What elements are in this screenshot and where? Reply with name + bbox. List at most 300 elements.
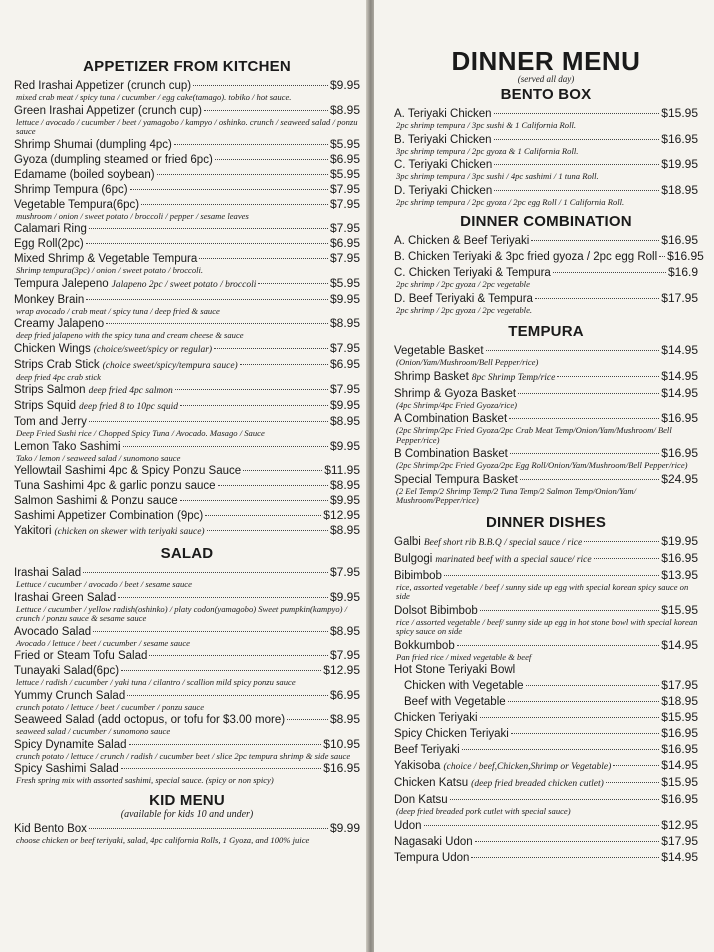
dot-leader [424, 825, 660, 826]
menu-item-price: $6.95 [329, 151, 360, 166]
menu-item-description: mixed crab meat / spicy tuna / cucumber / egg cake(tamago). tobiko / hot sauce. [16, 92, 292, 102]
menu-item-price: $14.95 [661, 385, 698, 400]
menu-item-name: A Combination Basket [394, 413, 508, 425]
menu-item-name: Fried or Steam Tofu Salad [14, 650, 148, 662]
menu-item-price: $14.95 [661, 849, 698, 864]
menu-item-name: Bibimbob [394, 569, 442, 582]
menu-item-description: 3pc shrimp tempura / 3pc sushi / 4pc sashimi / 1 tuna Roll. [396, 171, 599, 181]
menu-item [394, 158, 698, 182]
menu-item [394, 266, 698, 290]
menu-item-description: (deep fried breaded pork cutlet with special sauce) [396, 806, 571, 816]
bento-section-title: BENTO BOX [500, 86, 592, 103]
menu-item [394, 184, 698, 208]
menu-item [14, 342, 360, 357]
menu-item-row [14, 440, 360, 454]
dot-leader [89, 421, 328, 422]
menu-item-description: crunch potato / lettuce / crunch / radish / cucumber beet / slice 2pc tempura shrimp & side sauce [16, 750, 351, 761]
menu-item-price: $16.95 [323, 761, 360, 775]
menu-item [14, 415, 360, 439]
menu-item [14, 138, 360, 152]
menu-item-inline-description: (choice sweet/spicy/tempura sauce) [102, 360, 238, 371]
menu-item-name: Yummy Crunch Salad [14, 689, 126, 702]
menu-item [394, 234, 698, 248]
menu-item-row [394, 158, 698, 172]
menu-item-row [14, 591, 360, 605]
menu-item-description: crunch potato / lettuce / beet / cucumber / ponzu sauce [16, 701, 205, 712]
tempura-list [394, 344, 698, 506]
dot-leader [127, 695, 328, 696]
menu-item [394, 569, 698, 602]
menu-item-description: (2 Eel Temp/2 Shrimp Temp/2 Tuna Temp/2 Salmon Temp/Onion/Yam/ Mushroom/Pepper/rice) [396, 485, 637, 505]
menu-item-price: $7.95 [329, 382, 360, 396]
menu-item-price: $11.95 [324, 463, 360, 477]
appetizer-list [14, 79, 360, 539]
menu-item-price: $7.95 [329, 648, 360, 662]
menu-item-name: Vegetable Tempura(6pc) [14, 198, 140, 211]
menu-item-name: Red Irashai Appetizer (crunch cup) [14, 80, 192, 92]
dot-leader [494, 139, 660, 140]
menu-item-name: Tempura Udon [394, 851, 470, 864]
menu-item-price: $8.95 [329, 623, 360, 638]
dot-leader [518, 393, 659, 394]
menu-item-row [394, 759, 698, 774]
menu-item-inline-description: (choice / beef,Chicken,Shrimp or Vegetable) [443, 762, 612, 772]
menu-item-description: wrap avocado / crab meat / spicy tuna / deep fried & sauce [16, 305, 220, 316]
menu-item [14, 494, 360, 508]
menu-item-row [394, 639, 698, 653]
menu-item-price: $14.95 [661, 758, 698, 772]
menu-item [14, 277, 360, 292]
menu-item-description: 2pc shrimp tempura / 3pc sushi & 1 California Roll. [396, 120, 576, 130]
menu-item-name: A. Chicken & Beef Teriyaki [394, 235, 530, 247]
menu-item-row [14, 822, 360, 836]
menu-item-name: Bulgogi [394, 552, 433, 565]
dot-leader [118, 597, 328, 598]
menu-item-description: (Onion/Yam/Mushroom/Bell Pepper/rice) [396, 357, 539, 367]
dot-leader [494, 113, 660, 114]
menu-item-row [14, 342, 360, 357]
dot-leader [215, 159, 328, 160]
menu-item [14, 399, 360, 414]
menu-item [14, 566, 360, 590]
menu-item-row [394, 569, 698, 583]
menu-item-row [394, 711, 698, 725]
menu-item-price: $7.95 [329, 251, 360, 265]
menu-item-row [394, 387, 698, 401]
menu-item-row [394, 184, 698, 198]
menu-item [394, 370, 698, 385]
dot-leader [531, 240, 659, 241]
menu-item [14, 762, 360, 786]
menu-item-row [404, 695, 698, 709]
dot-leader [180, 405, 328, 406]
menu-item [14, 479, 360, 493]
menu-item-price: $14.95 [661, 637, 698, 652]
menu-item-name: Hot Stone Teriyaki Bowl [394, 664, 516, 676]
menu-item-name: Shrimp & Gyoza Basket [394, 387, 517, 400]
menu-item-name: Nagasaki Udon [394, 835, 473, 848]
menu-item-name: D. Teriyaki Chicken [394, 184, 493, 197]
menu-item-name: Irashai Green Salad [14, 591, 117, 604]
menu-item-inline-description: deep fried 8 to 10pc squid [79, 402, 178, 412]
menu-item-row [394, 370, 698, 385]
menu-item-price: $7.95 [329, 340, 360, 355]
dot-leader [204, 110, 328, 111]
menu-item-price: $8.95 [329, 523, 360, 537]
dot-leader [240, 364, 328, 365]
menu-item [394, 819, 698, 833]
dot-leader [207, 530, 328, 531]
dot-leader [83, 572, 328, 573]
dot-leader [475, 841, 660, 842]
menu-item-row [394, 133, 698, 147]
menu-item-price: $9.95 [329, 493, 360, 507]
dishes-list [394, 535, 698, 865]
dot-leader [494, 190, 659, 191]
dot-leader [659, 256, 665, 257]
dot-leader [594, 558, 660, 559]
menu-item [14, 252, 360, 276]
menu-item-row [14, 383, 360, 398]
menu-item-name: Gyoza (dumpling steamed or fried 6pc) [14, 153, 213, 166]
menu-item-description: 2pc shrimp tempura / 2pc gyoza / 2pc egg Roll / 1 California Roll. [396, 196, 625, 207]
dot-leader [457, 645, 660, 646]
menu-item [14, 822, 360, 846]
dot-leader [557, 376, 659, 377]
dot-leader [86, 299, 328, 300]
menu-item-name: Chicken Katsu [394, 777, 469, 789]
menu-item [14, 713, 360, 737]
menu-item-price: $14.95 [661, 343, 698, 357]
menu-item-description: lettuce / radish / cucumber / yaki tuna / cilantro / scallion mild spicy ponzu sauce [16, 677, 296, 687]
menu-item-row [14, 689, 360, 703]
menu-item [14, 524, 360, 539]
menu-item-row [14, 494, 360, 508]
menu-item [14, 317, 360, 341]
menu-item-name: Mixed Shrimp & Vegetable Tempura [14, 253, 198, 265]
menu-item-name: Special Tempura Basket [394, 473, 518, 486]
menu-item-name: Yakisoba [394, 760, 441, 772]
menu-item-name: B Combination Basket [394, 448, 508, 460]
menu-item-name: A. Teriyaki Chicken [394, 108, 492, 120]
menu-item-name: Strips Squid [14, 400, 77, 412]
menu-item-description: rice, assorted vegetable / beef / sunny side up egg with special korean spicy sauce on side [396, 581, 689, 601]
menu-item [14, 104, 360, 137]
dot-leader [520, 479, 659, 480]
menu-item-row [14, 358, 360, 373]
menu-item-price: $5.95 [329, 275, 360, 290]
menu-item-row [14, 566, 360, 580]
menu-item-name: C. Chicken Teriyaki & Tempura [394, 267, 551, 279]
menu-item-price: $6.95 [329, 236, 360, 250]
menu-item-price: $16.95 [661, 233, 698, 247]
menu-item [14, 183, 360, 197]
menu-item-row [394, 344, 698, 358]
menu-item-description: deep fried jalapeno with the spicy tuna and cream cheese & sauce [16, 330, 244, 340]
menu-item [14, 237, 360, 251]
menu-item-description: Avocado / lettuce / beet / cucumber / sesame sauce [16, 637, 190, 648]
menu-item [394, 759, 698, 774]
menu-item-name: Yakitori [14, 525, 52, 537]
menu-item-description: 2pc shrimp / 2pc gyoza / 2pc vegetable. [396, 304, 533, 315]
menu-item-description: Fresh spring mix with assorted sashimi, special sauce. (spicy or non spicy) [16, 775, 274, 785]
menu-item [394, 727, 698, 741]
menu-item-price: $15.95 [661, 710, 698, 724]
menu-item-row [394, 819, 698, 833]
menu-item-price: $9.99 [329, 820, 360, 835]
menu-item [394, 249, 704, 264]
menu-item-row [14, 625, 360, 639]
menu-item-price: $6.95 [329, 687, 360, 702]
menu-item-price: $9.95 [329, 291, 360, 306]
menu-item-price: $9.95 [329, 589, 360, 604]
menu-item-price: $8.95 [329, 478, 360, 492]
menu-item-name: Chicken Teriyaki [394, 712, 478, 724]
dot-leader [526, 685, 660, 686]
menu-item [394, 344, 698, 368]
menu-item-name: Strips Salmon [14, 384, 86, 396]
dot-leader [89, 228, 328, 229]
menu-item-price: $14.95 [661, 368, 698, 383]
menu-item-price: $12.95 [323, 663, 360, 677]
dot-leader [93, 631, 328, 632]
menu-item-description: Tako / lemon / seaweed salad / sunomono sauce [16, 452, 181, 463]
dot-leader [535, 298, 659, 299]
menu-item [394, 107, 698, 131]
menu-item-price: $18.95 [661, 694, 698, 708]
menu-item [394, 387, 698, 411]
menu-item [14, 153, 360, 167]
menu-item-price: $5.95 [329, 136, 360, 151]
menu-item [394, 776, 698, 791]
menu-item-row [14, 222, 360, 236]
menu-item-name: Udon [394, 819, 422, 832]
menu-item-price: $15.95 [661, 602, 698, 617]
menu-item-name: Tunayaki Salad(6pc) [14, 665, 120, 677]
menu-item-name: D. Beef Teriyaki & Tempura [394, 292, 533, 305]
menu-item-price: $10.95 [323, 736, 360, 751]
menu-item-row [14, 153, 360, 167]
dot-leader [494, 164, 659, 165]
menu-item-row [394, 234, 698, 248]
menu-item-row [394, 473, 698, 487]
dot-leader [149, 655, 328, 656]
menu-item-name: Monkey Brain [14, 293, 85, 306]
dot-leader [471, 857, 659, 858]
menu-item-row [14, 479, 360, 493]
menu-item [14, 649, 360, 663]
dot-leader [141, 204, 328, 205]
menu-item-name: Shrimp Shumai (dumpling 4pc) [14, 138, 172, 151]
menu-item-row [14, 399, 360, 414]
menu-item-price: $17.95 [661, 678, 698, 692]
menu-item-price: $7.95 [329, 565, 360, 579]
menu-item-row [14, 104, 360, 118]
dot-leader [508, 701, 660, 702]
menu-item-row [14, 168, 360, 182]
menu-item-description: 3pc shrimp tempura / 2pc gyoza & 1 California Roll. [396, 145, 579, 156]
menu-item-name: Dolsot Bibimbob [394, 604, 478, 617]
dot-leader [86, 243, 328, 244]
menu-item-row [404, 679, 698, 693]
menu-item [394, 473, 698, 506]
dot-leader [193, 85, 328, 86]
dot-leader [510, 453, 660, 454]
menu-item-price: $6.95 [329, 356, 360, 371]
menu-item-name: Tuna Sashimi 4pc & garlic ponzu sauce [14, 480, 216, 492]
menu-item [394, 552, 698, 567]
menu-item [394, 604, 698, 637]
menu-item-price: $8.95 [329, 712, 360, 726]
menu-item [14, 168, 360, 182]
menu-item [14, 293, 360, 317]
dot-leader [511, 733, 659, 734]
dinner-menu-note: (served all day) [517, 74, 575, 84]
dot-leader [123, 446, 328, 447]
menu-item [394, 133, 698, 157]
menu-item-name: Vegetable Basket [394, 345, 484, 357]
dot-leader [218, 485, 328, 486]
menu-item-price: $9.95 [329, 78, 360, 92]
menu-item-name: Bokkumbob [394, 639, 455, 652]
menu-item-price: $16.95 [661, 131, 698, 146]
menu-item-price: $15.95 [661, 106, 698, 120]
menu-item [14, 664, 360, 688]
dot-leader [121, 768, 321, 769]
menu-item-row [394, 447, 698, 461]
kid-menu-note: (available for kids 10 and under) [120, 808, 254, 820]
menu-item-name: Salmon Sashimi & Ponzu sauce [14, 495, 178, 507]
menu-item-name: Beef Teriyaki [394, 744, 460, 756]
dot-leader [450, 799, 660, 800]
menu-item-inline-description: marinated beef with a special sauce/ rice [435, 554, 592, 565]
dot-leader [258, 283, 328, 284]
menu-item-price: $7.95 [329, 181, 360, 196]
menu-item-price: $24.95 [661, 471, 698, 486]
menu-item-name: Shrimp Basket [394, 370, 469, 383]
menu-item-name: Irashai Salad [14, 567, 82, 579]
menu-item-name: Kid Bento Box [14, 822, 87, 835]
menu-item-inline-description: (choice/sweet/spicy or regular) [93, 344, 213, 355]
menu-item-price: $19.95 [661, 533, 698, 548]
menu-item [14, 440, 360, 464]
menu-item-name: Tom and Jerry [14, 416, 87, 428]
menu-item-row [14, 138, 360, 152]
menu-item-name: Yellowtail Sashimi 4pc & Spicy Ponzu Sauce [14, 465, 242, 477]
dot-leader [129, 744, 322, 745]
menu-item [14, 79, 360, 103]
menu-item-name: Edamame (boiled soybean) [14, 168, 155, 181]
menu-item [14, 198, 360, 222]
menu-item-row [394, 292, 698, 306]
menu-item [14, 464, 360, 478]
menu-item-name: Spicy Sashimi Salad [14, 763, 119, 775]
menu-item-name: B. Chicken Teriyaki & 3pc fried gyoza / 2pc egg Roll [394, 251, 658, 263]
menu-item [14, 738, 360, 762]
menu-item-row [394, 249, 704, 264]
menu-item-inline-description: deep fried 4pc salmon [88, 386, 173, 396]
menu-item-name: Don Katsu [394, 794, 448, 806]
menu-item-inline-description: Jalapeno 2pc / sweet potato / broccoli [111, 279, 257, 290]
menu-item-description: mushroom / onion / sweet potato / broccoli / pepper / sesame leaves [16, 210, 249, 221]
menu-item-row [14, 415, 360, 429]
menu-item-name: Strips Crab Stick [14, 358, 100, 371]
menu-item-name: Galbi [394, 535, 421, 548]
menu-item-row [394, 107, 698, 121]
combo-list [394, 233, 704, 315]
menu-item [14, 689, 360, 713]
dot-leader [130, 189, 328, 190]
right-menu-page [374, 0, 714, 952]
combo-section-title: DINNER COMBINATION [460, 213, 632, 230]
dot-leader [509, 418, 659, 419]
dot-leader [175, 389, 328, 390]
menu-item-inline-description: 8pc Shrimp Temp/rice [471, 372, 556, 383]
menu-item-row [14, 277, 360, 292]
menu-item-description: lettuce / avocado / cucumber / beet / yamagobo / kampyo / oshinko. crunch / seaweed salad / ponzu sauce [16, 116, 358, 136]
menu-item-row [14, 664, 360, 678]
menu-item [394, 292, 698, 316]
menu-item-row [394, 776, 698, 791]
dot-leader [444, 575, 659, 576]
menu-item-inline-description: (deep fried breaded chicken cutlet) [471, 779, 604, 789]
menu-item-price: $12.95 [323, 508, 360, 522]
menu-item-description: choose chicken or beef teriyaki, salad, 4pc california Rolls, 1 Gyoza, and 100% juice [16, 834, 310, 845]
menu-item-price: $7.95 [329, 196, 360, 211]
menu-item-description: 2pc shrimp / 2pc gyoza / 2pc vegetable [396, 279, 530, 289]
menu-item-description: Shrimp tempura(3pc) / onion / sweet potato / broccoli. [16, 265, 204, 275]
menu-item-name: Tempura Jalepeno [14, 277, 109, 290]
dot-leader [214, 348, 328, 349]
menu-item-price: $8.95 [329, 414, 360, 428]
menu-item-price: $17.95 [661, 833, 698, 848]
dot-leader [486, 350, 660, 351]
menu-item-row [14, 509, 360, 523]
menu-item-price: $12.95 [661, 817, 698, 832]
dot-leader [243, 470, 322, 471]
menu-item-name: Shrimp Tempura (6pc) [14, 183, 128, 196]
bento-list [394, 107, 698, 207]
menu-item-name: Spicy Chicken Teriyaki [394, 728, 509, 740]
menu-item [14, 222, 360, 236]
menu-item-description: Deep Fried Sushi rice / Chopped Spicy Tuna / Avocado. Masago / Sauce [16, 428, 265, 438]
menu-item [14, 383, 360, 398]
dot-leader [584, 541, 659, 542]
menu-item [394, 743, 698, 757]
menu-item-row [394, 851, 698, 865]
menu-item-row [14, 198, 360, 212]
menu-item-row [394, 793, 698, 807]
menu-item-description: (2pc Shrimp/2pc Fried Gyoza/2pc Crab Meat Temp/Onion/Yam/Mushroom/ Bell Pepper/rice) [396, 425, 672, 445]
menu-item-description: (2pc Shrimp/2pc Fried Gyoza/2pc Egg Roll/Onion/Yam/Mushroom/Bell Pepper/rice) [396, 460, 688, 470]
menu-item-row [14, 237, 360, 251]
menu-item-row [14, 713, 360, 727]
menu-item [14, 625, 360, 649]
menu-item-price: $16.95 [661, 411, 698, 425]
dot-leader [121, 670, 321, 671]
menu-item-price: $16.95 [661, 726, 698, 740]
menu-item-row [394, 743, 698, 757]
menu-item-price: $18.95 [661, 182, 698, 197]
dot-leader [613, 765, 659, 766]
tempura-section-title: TEMPURA [508, 323, 584, 340]
menu-item-description: rice / assorted vegetable / beef/ sunny side up egg in hot stone bowl with special korean spicy sauce on side [396, 616, 698, 636]
menu-item-row [394, 664, 698, 677]
dot-leader [174, 144, 328, 145]
menu-item-price: $16.95 [661, 550, 698, 565]
menu-item [394, 447, 698, 471]
menu-item-price: $8.95 [329, 316, 360, 330]
